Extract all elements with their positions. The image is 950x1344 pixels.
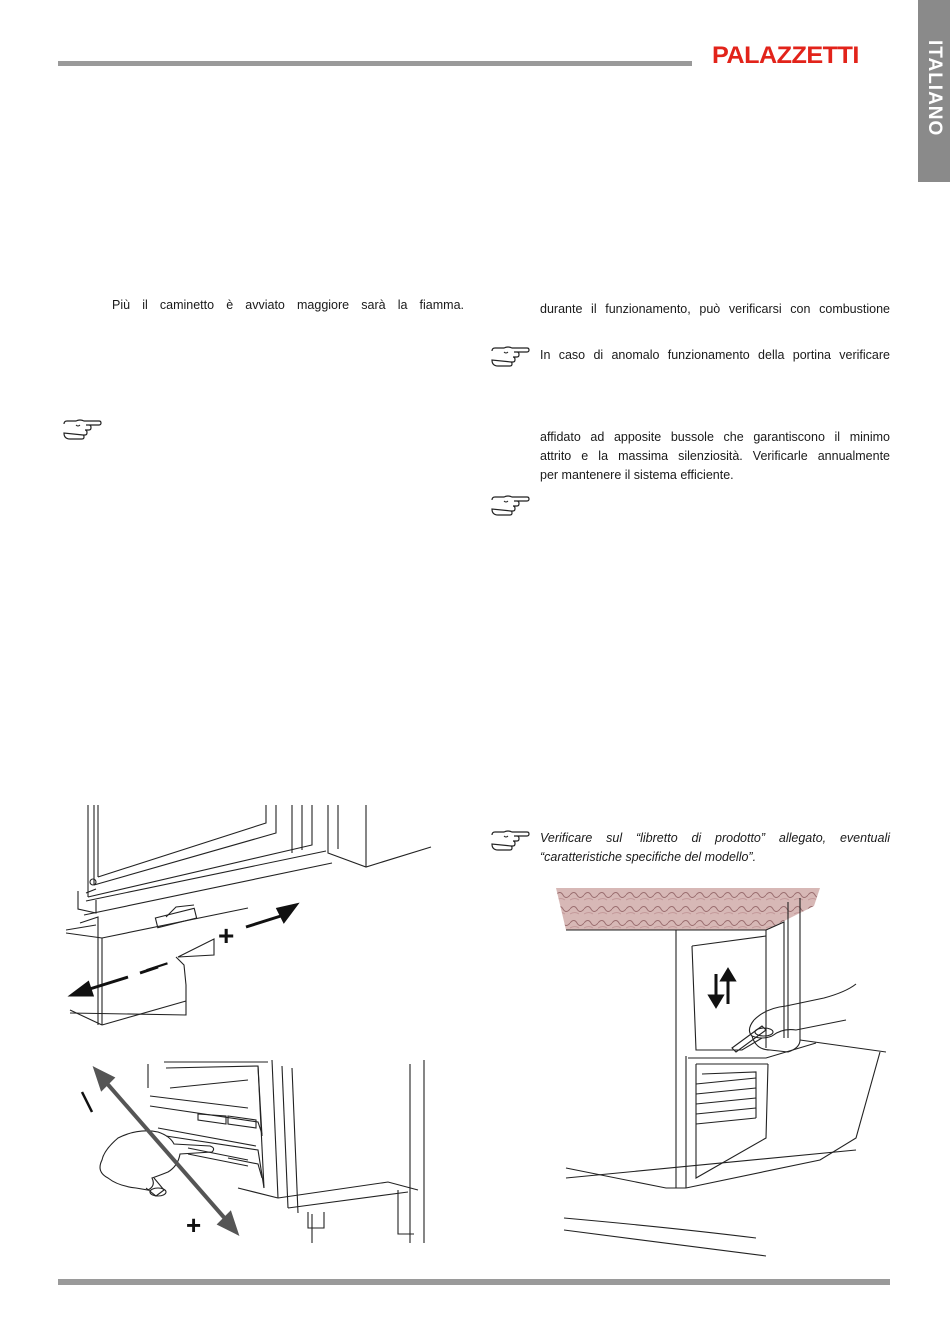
figure-air-regulator-hand (78, 1058, 438, 1248)
pointing-hand-icon (490, 345, 530, 367)
figure-label-minus: — (78, 1058, 79, 1059)
paragraph-flame: Più il caminetto è avviato maggiore sarà la fiamma. (112, 298, 464, 312)
pointing-hand-icon (490, 829, 530, 851)
paragraph-combustion: durante il funzionamento, può verificarsi con combustione (540, 302, 890, 316)
paragraph-bushings-line-3: per mantenere il sistema efficiente. (540, 468, 734, 482)
figure-door-operation (556, 888, 886, 1262)
pointing-hand-icon (62, 418, 102, 440)
paragraph-bushings-line-2: attrito e la massima silenziosità. Verificarle annualmente (540, 449, 890, 463)
figure-label-minus: — (142, 949, 171, 981)
note-product-booklet-line-1: Verificare sul “libretto di prodotto” allegato, eventuali (540, 831, 890, 845)
figure-air-regulator-top (66, 805, 436, 1030)
pointing-hand-icon (490, 494, 530, 516)
language-tab-label: ITALIANO (924, 40, 945, 137)
figure-label-plus: + (218, 920, 235, 951)
figure-label-plus: + (186, 1210, 202, 1240)
paragraph-bushings-line-1: affidato ad apposite bussole che garantiscono il minimo (540, 430, 890, 444)
brand-logo: PALAZZETTI (712, 42, 859, 69)
language-tab (918, 0, 950, 182)
note-door-malfunction: In caso di anomalo funzionamento della portina verificare (540, 348, 890, 362)
note-product-booklet-line-2: “caratteristiche specifiche del modello”. (540, 850, 757, 864)
header-rule (58, 61, 692, 66)
footer-rule (58, 1279, 890, 1285)
